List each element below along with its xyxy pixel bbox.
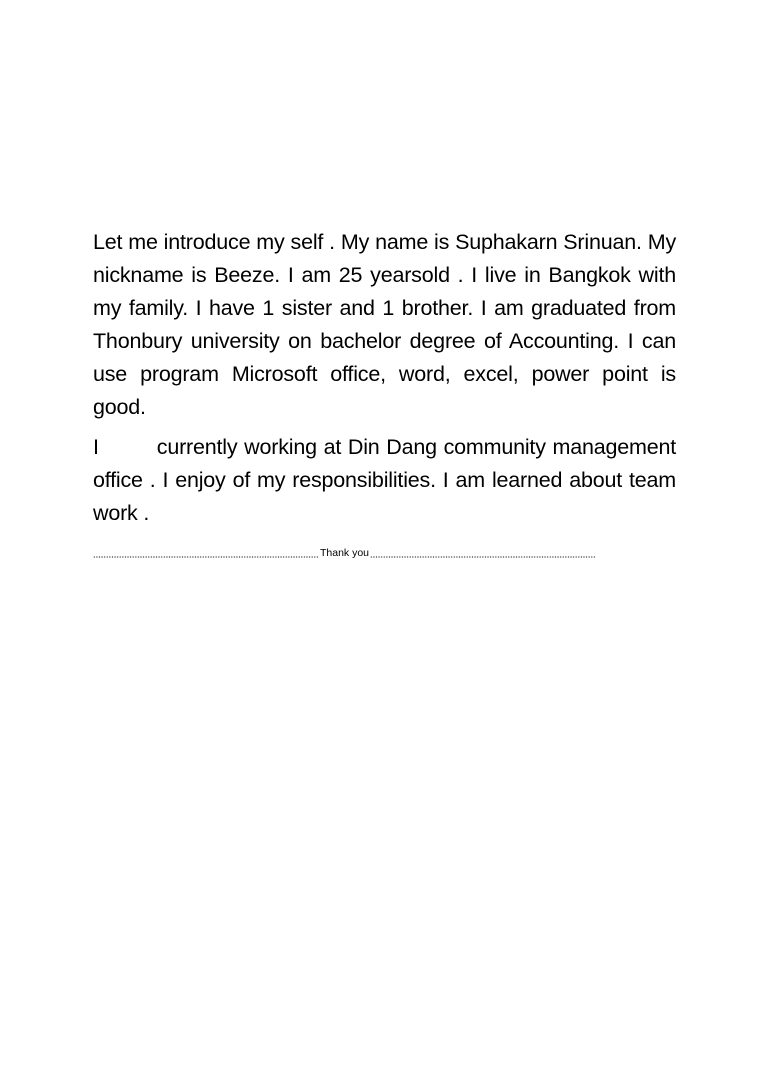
document-body xyxy=(93,226,676,530)
work-paragraph-start: I xyxy=(93,435,99,459)
closing-thank-you: Thank you xyxy=(319,547,370,559)
work-paragraph xyxy=(93,431,676,530)
dotted-leader-left xyxy=(93,556,319,558)
introduction-paragraph: Let me introduce my self . My name is Suphakarn Srinuan. My nickname is Beeze. I am 25 yearsold . I live in Bangkok with my family. I have 1 sister and 1 brother. I am graduated from Thonbury university on bachelor degree of Accounting. I can use program Microsoft office, word, excel, power point is good. xyxy=(93,230,676,419)
closing-line xyxy=(93,544,596,560)
work-paragraph-text: currently working at Din Dang community management office . I enjoy of my responsibilities. I am learned about team work . xyxy=(93,435,676,525)
dotted-leader-right xyxy=(370,556,596,558)
